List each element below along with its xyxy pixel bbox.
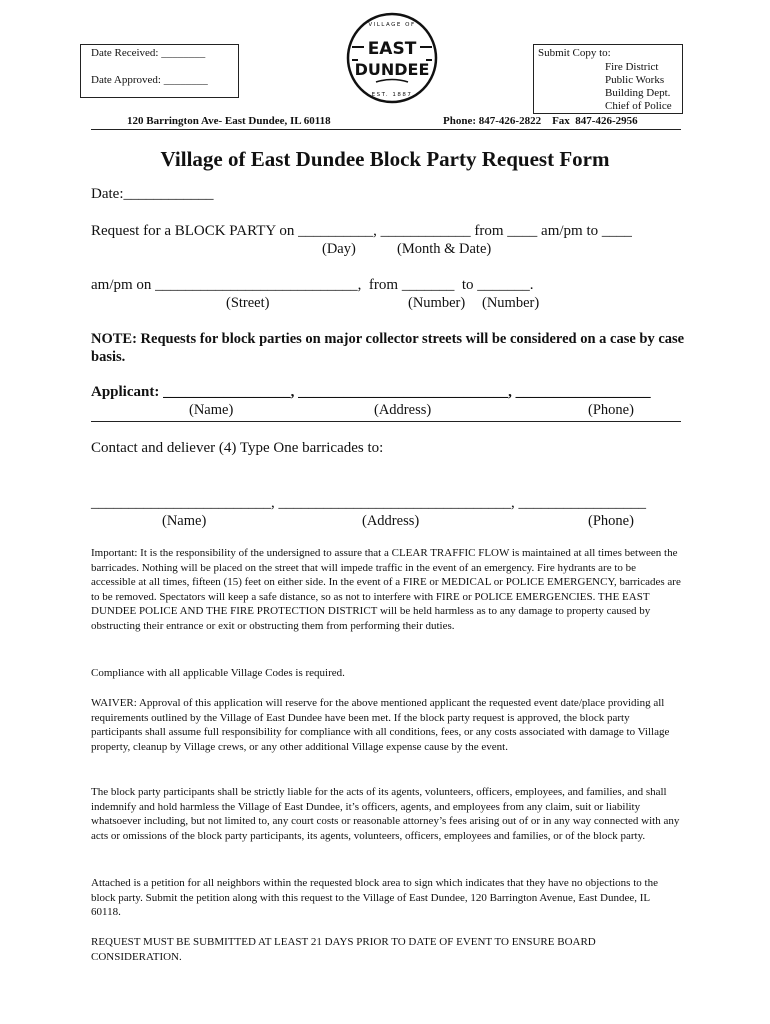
- applicant-rule: [91, 421, 681, 422]
- deadline-paragraph: REQUEST MUST BE SUBMITTED AT LEAST 21 DAYS PRIOR TO DATE OF EVENT TO ENSURE BOARD CONSIDERATION.: [91, 936, 596, 963]
- label-applicant-name: (Name): [189, 402, 234, 418]
- submit-chief-of-police: Chief of Police: [605, 100, 672, 112]
- date-field[interactable]: Date:____________: [91, 186, 214, 202]
- village-seal-icon: [346, 12, 438, 104]
- label-day: (Day): [322, 241, 356, 257]
- petition-paragraph: Attached is a petition for all neighbors within the requested block area to sign which indicates that they have no objections to the block party. Submit the petition along with this request to the Village of East Dundee, 120 Barrington Avenue, East Dundee, IL 60118.: [91, 877, 658, 919]
- label-applicant-phone: (Phone): [588, 402, 634, 418]
- block-party-request-line[interactable]: Request for a BLOCK PARTY on __________, ____________ from ____ am/pm to ____: [91, 223, 632, 239]
- header-rule: [91, 129, 681, 130]
- label-number-from: (Number): [408, 295, 466, 311]
- collector-streets-note: NOTE: Requests for block parties on major collector streets will be considered on a case by case basis.: [91, 331, 685, 365]
- village-logo: [346, 12, 438, 104]
- submit-copy-title: Submit Copy to:: [538, 47, 611, 59]
- logo-top-text: VILLAGE OF: [368, 22, 416, 28]
- logo-line1-text: EAST: [367, 39, 417, 59]
- logo-bottom-text: EST. 1887: [371, 92, 413, 98]
- date-received-field[interactable]: Date Received: ________: [91, 47, 206, 59]
- waiver-paragraph: WAIVER: Approval of this application will reserve for the above mentioned applicant the requested event date/place providing all requirements outlined by the Village of East Dundee have been met. If the block party request is approved, the block party participants shall assume full responsibility for compliance with all conditions, fees, or any costs associated with damage to Village property, cleanup by Village crews, or any other additional Village expense cause by the event.: [91, 697, 670, 753]
- label-month-date: (Month & Date): [397, 241, 492, 257]
- date-approved-field[interactable]: Date Approved: ________: [91, 74, 208, 86]
- compliance-paragraph: Compliance with all applicable Village Codes is required.: [91, 667, 345, 679]
- submit-fire-district: Fire District: [605, 61, 659, 73]
- street-number-line[interactable]: am/pm on ___________________________, from _______ to _______.: [91, 277, 534, 293]
- label-contact-address: (Address): [362, 513, 420, 529]
- submit-public-works: Public Works: [605, 74, 665, 86]
- applicant-line[interactable]: Applicant: _________________, ____________________________, __________________: [91, 384, 651, 400]
- contact-barricades-label: Contact and deliever (4) Type One barricades to:: [91, 440, 384, 456]
- label-number-to: (Number): [482, 295, 540, 311]
- logo-line2-text: DUNDEE: [354, 60, 430, 79]
- village-address: 120 Barrington Ave- East Dundee, IL 60118: [127, 115, 331, 127]
- label-applicant-address: (Address): [374, 402, 432, 418]
- form-title: Village of East Dundee Block Party Request Form: [160, 147, 610, 171]
- contact-fill-line[interactable]: ________________________, _______________________________, _________________: [91, 495, 646, 511]
- label-contact-phone: (Phone): [588, 513, 634, 529]
- label-contact-name: (Name): [162, 513, 207, 529]
- liability-paragraph: The block party participants shall be strictly liable for the acts of its agents, volunteers, officers, employees, and families, and shall indemnify and hold harmless the Village of East Dundee, it’s officers, agents, and employees from any claim, suit or liability whatsoever including, but not limited to, any court costs or reasonable attorney’s fees arising out of or in any way connected with any acts or omissions of the block party participants, its agents, volunteers, officers, employees and families, or of the block party.: [91, 786, 680, 842]
- submit-building-dept: Building Dept.: [605, 87, 671, 99]
- village-phone-fax: Phone: 847-426-2822 Fax 847-426-2956: [443, 115, 638, 127]
- label-street: (Street): [226, 295, 270, 311]
- important-paragraph: Important: It is the responsibility of the undersigned to assure that a CLEAR TRAFFIC FLOW is maintained at all times between the barricades. Nothing will be placed on the street that will impede traffic in the event of an emergency. Fire hydrants are to be accessible at all times, fifteen (15) feet on either side. In the event of a FIRE or MEDICAL or POLICE EMERGENCY, barricades are to be removed. Spectators will keep a safe distance, so as not to interfere with FIRE or POLICE EMERGENCIES. THE EAST DUNDEE POLICE AND THE FIRE PROTECTION DISTRICT will be held harmless as to any damage to property caused by obstructing their entrance or exit or obstructing them from performing their duties.: [91, 547, 681, 632]
